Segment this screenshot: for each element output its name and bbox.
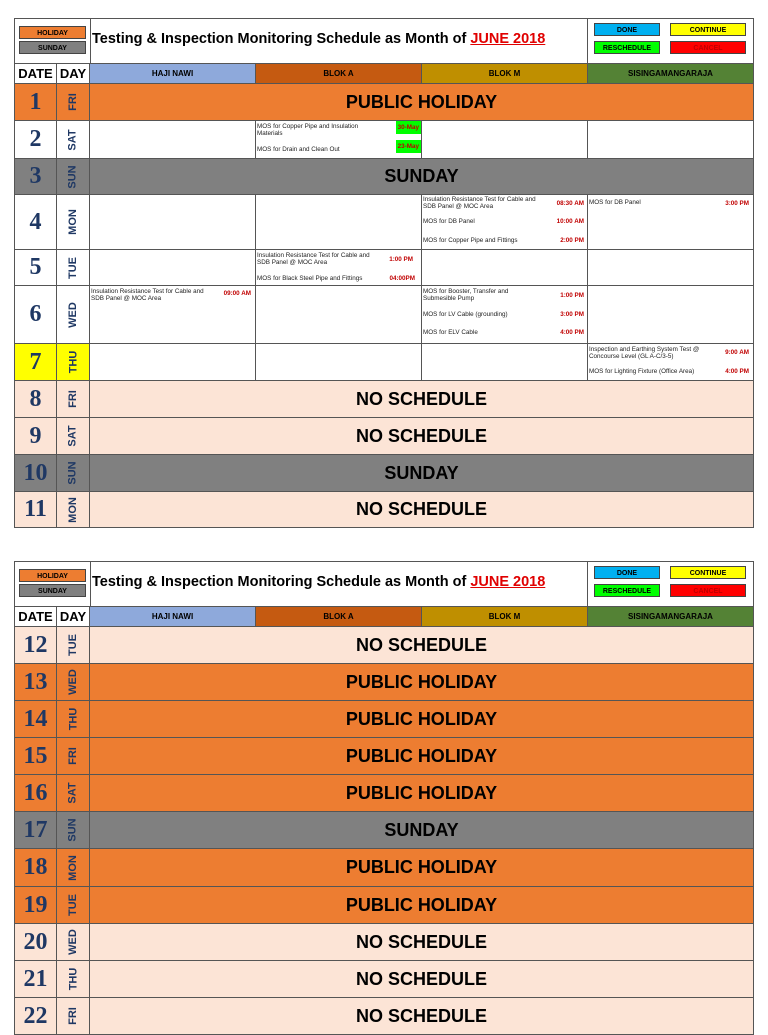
- day-label: THU: [66, 707, 79, 731]
- day-label: TUE: [67, 256, 79, 279]
- date-cell: 4: [15, 195, 57, 249]
- sheet-title: [92, 574, 545, 590]
- schedule-item: MOS for DB Panel: [589, 199, 641, 206]
- legend-status: [587, 19, 753, 63]
- table-row: [14, 627, 754, 664]
- legend-sunday: SUNDAY: [19, 584, 86, 597]
- legend-continue: CONTINUE: [670, 23, 746, 36]
- schedule-time: 3:00 PM: [560, 311, 584, 318]
- schedule-time: 4:00 PM: [560, 329, 584, 336]
- day-cell: [57, 961, 90, 997]
- day-label: WED: [66, 669, 79, 695]
- day-cell: [57, 195, 90, 249]
- cell-blok-m: [422, 344, 588, 380]
- cell-blok-a: [256, 250, 422, 285]
- row-status: NO SCHEDULE: [355, 1005, 487, 1026]
- col-day: DAY: [57, 64, 90, 83]
- day-cell: [57, 849, 90, 886]
- cell-sisingamangaraja: [588, 250, 753, 285]
- cell-sisingamangaraja: [588, 195, 753, 249]
- schedule-item: MOS for Booster, Transfer and Submesible Pump: [423, 288, 509, 302]
- table-row: [14, 812, 754, 849]
- schedule-item: Inspection and Earthing System Test @ Concourse Level (GL A-C/3-5): [589, 346, 700, 360]
- date-cell: 6: [15, 286, 57, 343]
- day-cell: [57, 344, 90, 380]
- schedule-sheet-1: [14, 18, 754, 528]
- day-cell: [57, 381, 90, 417]
- cell-sisingamangaraja: [588, 121, 753, 158]
- schedule-item: MOS for Copper Pipe and Fittings: [423, 237, 518, 244]
- cell-sisingamangaraja: [588, 344, 753, 380]
- legend-holiday: HOLIDAY: [19, 26, 86, 39]
- day-label: WED: [66, 929, 79, 955]
- day-label: WED: [66, 301, 79, 328]
- schedule-time: 1:00 PM: [389, 256, 413, 263]
- sheet-header: [14, 18, 754, 63]
- table-row: [14, 418, 754, 455]
- schedule-item: MOS for DB Panel: [423, 218, 475, 225]
- date-cell: 14: [15, 701, 57, 737]
- row-status: NO SCHEDULE: [355, 425, 487, 446]
- cell-blok-m: [422, 121, 588, 158]
- col-date: DATE: [15, 64, 57, 83]
- schedule-time: 4:00 PM: [725, 368, 749, 375]
- date-cell: 8: [15, 381, 57, 417]
- schedule-item: MOS for ELV Cable: [423, 329, 478, 336]
- row-status: PUBLIC HOLIDAY: [345, 782, 498, 803]
- table-row: [14, 159, 754, 195]
- legend-left: [15, 562, 91, 606]
- col-sisingamangaraja: SISINGAMANGARAJA: [588, 607, 753, 626]
- day-cell: [57, 738, 90, 774]
- cell-sisingamangaraja: [588, 286, 753, 343]
- day-label: MON: [66, 496, 79, 523]
- date-cell: 15: [15, 738, 57, 774]
- col-haji-nawi: HAJI NAWI: [90, 64, 256, 83]
- day-cell: [57, 250, 90, 285]
- row-status: NO SCHEDULE: [355, 388, 487, 409]
- legend-status: [587, 562, 753, 606]
- row-status: PUBLIC HOLIDAY: [345, 708, 498, 729]
- row-status: PUBLIC HOLIDAY: [345, 91, 498, 112]
- date-cell: 22: [15, 998, 57, 1034]
- cell-blok-a: [256, 195, 422, 249]
- day-label: SAT: [67, 782, 79, 804]
- date-cell: 13: [15, 664, 57, 700]
- day-cell: [57, 84, 90, 120]
- sheet-title: [92, 31, 545, 47]
- table-row: [14, 664, 754, 701]
- day-cell: [57, 492, 90, 527]
- cell-haji-nawi: [90, 195, 256, 249]
- day-cell: [57, 924, 90, 960]
- sheet-header: [14, 561, 754, 606]
- schedule-time: 30-May: [396, 121, 421, 134]
- table-row: [14, 344, 754, 381]
- day-label: MON: [66, 209, 79, 235]
- col-blok-m: BLOK M: [422, 607, 588, 626]
- row-status: NO SCHEDULE: [355, 968, 487, 989]
- date-cell: 16: [15, 775, 57, 811]
- col-blok-a: BLOK A: [256, 607, 422, 626]
- legend-cancel: CANCEL: [670, 41, 746, 54]
- table-row: [14, 381, 754, 418]
- table-row: [14, 250, 754, 286]
- date-cell: 3: [15, 159, 57, 194]
- date-cell: 12: [15, 627, 57, 663]
- schedule-item: Insulation Resistance Test for Cable and SDB Panel @ MOC Area: [91, 288, 204, 302]
- date-cell: 10: [15, 455, 57, 491]
- day-cell: [57, 664, 90, 700]
- table-row: [14, 701, 754, 738]
- cell-blok-m: [422, 286, 588, 343]
- title-prefix: Testing & Inspection Monitoring Schedule as Month of: [92, 574, 471, 590]
- date-cell: 9: [15, 418, 57, 454]
- date-cell: 2: [15, 121, 57, 158]
- schedule-sheet-2: [14, 561, 754, 1035]
- column-header-row: [14, 63, 754, 84]
- schedule-item: MOS for Lighting Fixture (Office Area): [589, 368, 695, 375]
- schedule-time: 23-May: [396, 140, 421, 153]
- row-status: PUBLIC HOLIDAY: [345, 671, 498, 692]
- schedule-item: Insulation Resistance Test for Cable and SDB Panel @ MOC Area: [423, 196, 536, 210]
- date-cell: 20: [15, 924, 57, 960]
- date-cell: 1: [15, 84, 57, 120]
- schedule-time: 08:30 AM: [556, 200, 584, 207]
- day-label: SUN: [66, 461, 79, 485]
- schedule-item: Insulation Resistance Test for Cable and SDB Panel @ MOC Area: [257, 252, 370, 266]
- row-status: PUBLIC HOLIDAY: [345, 745, 498, 766]
- day-label: FRI: [66, 747, 79, 765]
- table-row: [14, 887, 754, 924]
- date-cell: 17: [15, 812, 57, 848]
- schedule-item: MOS for Copper Pipe and Insulation Materials: [257, 123, 359, 137]
- cell-haji-nawi: [90, 121, 256, 158]
- day-cell: [57, 455, 90, 491]
- date-cell: 11: [15, 492, 57, 527]
- legend-reschedule: RESCHEDULE: [594, 584, 660, 597]
- schedule-time: 9:00 AM: [725, 349, 749, 356]
- day-label: SAT: [67, 425, 79, 447]
- day-cell: [57, 418, 90, 454]
- legend-left: [15, 19, 91, 63]
- day-label: THU: [66, 350, 79, 374]
- day-cell: [57, 286, 90, 343]
- schedule-time: 2:00 PM: [560, 237, 584, 244]
- schedule-time: 09:00 AM: [223, 290, 251, 297]
- title-month: JUNE 2018: [470, 31, 546, 47]
- table-row: [14, 121, 754, 159]
- day-cell: [57, 121, 90, 158]
- day-cell: [57, 159, 90, 194]
- day-label: SUN: [66, 818, 79, 842]
- day-label: SUN: [66, 164, 79, 189]
- legend-continue: CONTINUE: [670, 566, 746, 579]
- row-status: NO SCHEDULE: [355, 499, 487, 519]
- schedule-item: MOS for Drain and Clean Out: [257, 146, 340, 153]
- cell-blok-m: [422, 250, 588, 285]
- day-label: FRI: [66, 390, 79, 408]
- day-label: THU: [66, 967, 79, 991]
- date-cell: 21: [15, 961, 57, 997]
- row-status: SUNDAY: [384, 166, 459, 186]
- table-row: [14, 286, 754, 344]
- schedule-item: MOS for LV Cable (grounding): [423, 311, 508, 318]
- legend-reschedule: RESCHEDULE: [594, 41, 660, 54]
- day-cell: [57, 775, 90, 811]
- col-haji-nawi: HAJI NAWI: [90, 607, 256, 626]
- legend-holiday: HOLIDAY: [19, 569, 86, 582]
- table-row: [14, 924, 754, 961]
- row-status: SUNDAY: [384, 819, 459, 840]
- row-status: PUBLIC HOLIDAY: [345, 857, 498, 877]
- table-row: [14, 775, 754, 812]
- table-row: [14, 998, 754, 1035]
- row-status: PUBLIC HOLIDAY: [345, 894, 498, 915]
- cell-haji-nawi: [90, 286, 256, 343]
- column-header-row: [14, 606, 754, 627]
- date-cell: 7: [15, 344, 57, 380]
- day-cell: [57, 701, 90, 737]
- cell-blok-a: [256, 344, 422, 380]
- title-month: JUNE 2018: [470, 574, 546, 590]
- table-row: [14, 455, 754, 492]
- schedule-time: 10:00 AM: [556, 218, 584, 225]
- legend-done: DONE: [594, 23, 660, 36]
- schedule-time: 04:00PM: [389, 275, 415, 282]
- col-blok-m: BLOK M: [422, 64, 588, 83]
- title-prefix: Testing & Inspection Monitoring Schedule as Month of: [92, 31, 471, 47]
- table-row: [14, 492, 754, 528]
- cell-blok-a: [256, 286, 422, 343]
- day-cell: [57, 887, 90, 923]
- date-cell: 18: [15, 849, 57, 886]
- day-label: FRI: [66, 1007, 79, 1025]
- col-sisingamangaraja: SISINGAMANGARAJA: [588, 64, 753, 83]
- day-cell: [57, 998, 90, 1034]
- legend-done: DONE: [594, 566, 660, 579]
- schedule-time: 1:00 PM: [560, 292, 584, 299]
- table-row: [14, 195, 754, 250]
- day-cell: [57, 627, 90, 663]
- col-blok-a: BLOK A: [256, 64, 422, 83]
- cell-haji-nawi: [90, 250, 256, 285]
- row-status: NO SCHEDULE: [355, 634, 487, 655]
- day-label: MON: [66, 854, 79, 881]
- date-cell: 19: [15, 887, 57, 923]
- table-row: [14, 961, 754, 998]
- col-date: DATE: [15, 607, 57, 626]
- day-label: SAT: [67, 128, 79, 151]
- day-label: TUE: [67, 894, 79, 916]
- table-row: [14, 849, 754, 887]
- row-status: SUNDAY: [384, 462, 459, 483]
- legend-cancel: CANCEL: [670, 584, 746, 597]
- schedule-item: MOS for Black Steel Pipe and Fittings: [257, 275, 363, 282]
- cell-haji-nawi: [90, 344, 256, 380]
- col-day: DAY: [57, 607, 90, 626]
- cell-blok-m: [422, 195, 588, 249]
- cell-blok-a: [256, 121, 422, 158]
- table-row: [14, 738, 754, 775]
- row-status: NO SCHEDULE: [355, 931, 487, 952]
- date-cell: 5: [15, 250, 57, 285]
- schedule-time: 3:00 PM: [725, 200, 749, 207]
- day-cell: [57, 812, 90, 848]
- legend-sunday: SUNDAY: [19, 41, 86, 54]
- table-row: [14, 84, 754, 121]
- day-label: FRI: [66, 93, 79, 111]
- day-label: TUE: [67, 634, 79, 656]
